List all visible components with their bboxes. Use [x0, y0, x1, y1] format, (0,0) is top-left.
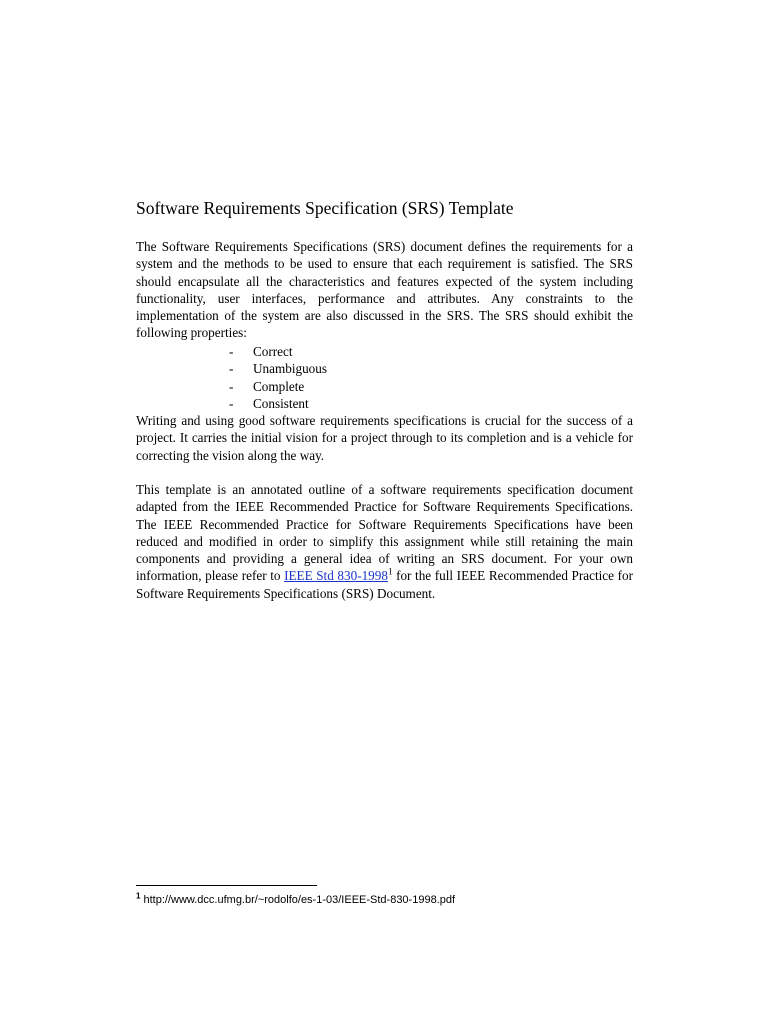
- footnote: [136, 893, 455, 907]
- list-dash: -: [229, 378, 234, 394]
- list-item: [229, 360, 327, 377]
- list-item: [229, 343, 327, 360]
- property-label: Consistent: [253, 395, 309, 411]
- list-item: [229, 395, 327, 412]
- importance-paragraph: Writing and using good software requirements specifications is crucial for the success of a project. It carries the initial vision for a project through to its completion and is a vehicle for correcting the vision along the way.: [136, 413, 633, 463]
- property-label: Unambiguous: [253, 361, 327, 377]
- footnote-marker: 1: [136, 891, 141, 901]
- template-text-after-link: for the full IEEE Recommended Practice for Software Requirements Specifications (SRS) Document.: [136, 568, 633, 601]
- property-label: Complete: [253, 378, 305, 394]
- list-dash: -: [229, 361, 234, 377]
- list-dash: -: [229, 344, 234, 359]
- list-item: [229, 378, 327, 395]
- list-dash: -: [229, 395, 234, 411]
- footnote-separator: [136, 885, 317, 886]
- footnote-reference: 1: [387, 567, 393, 578]
- ieee-std-link[interactable]: IEEE Std 830-1998: [284, 568, 388, 584]
- template-paragraph: [136, 481, 633, 602]
- document-title: Software Requirements Specification (SRS) Template: [136, 198, 514, 218]
- properties-list: [229, 343, 327, 412]
- intro-paragraph: The Software Requirements Specifications (SRS) document defines the requirements for a system and the methods to be used to ensure that each requirement is satisfied. The SRS should encapsulate all the characteristics and features expected of the system including functionality, user interfaces, performance and attributes. Any constraints to the implementation of the system are also discussed in the SRS. The SRS should exhibit the following properties:: [136, 239, 633, 341]
- property-label: Correct: [253, 344, 293, 359]
- footnote-url: http://www.dcc.ufmg.br/~rodolfo/es-1-03/IEEE-Std-830-1998.pdf: [140, 894, 456, 906]
- template-text-before-link: This template is an annotated outline of a software requirements specification document adapted from the IEEE Recommended Practice for Software Requirements Specifications. The IEEE Recommended Practice for Software Requirements Specifications have been reduced and modified in order to simplify this assignment while still retaining the main components and providing a general idea of writing an SRS document. For your own information, please refer to: [136, 482, 633, 584]
